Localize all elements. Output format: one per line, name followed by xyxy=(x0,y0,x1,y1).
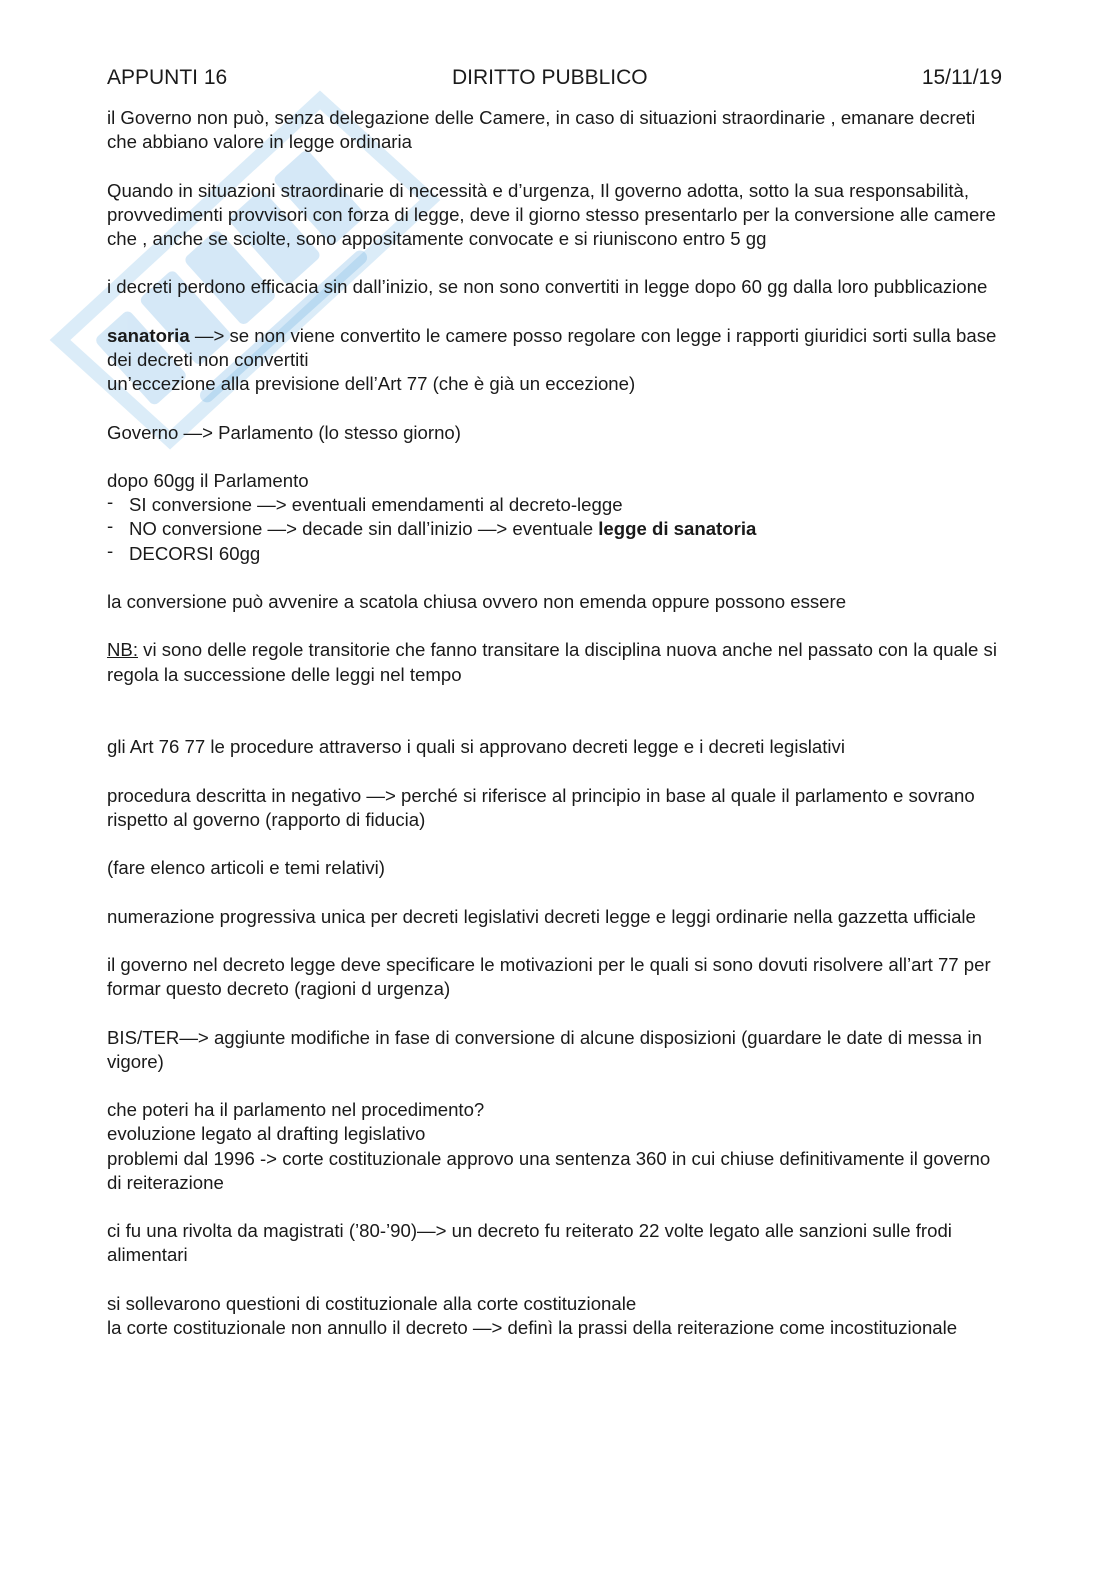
list-item-bold: legge di sanatoria xyxy=(598,518,757,540)
paragraph: si sollevarono questioni di costituzionale alla corte costituzionale xyxy=(107,1292,637,1314)
paragraph: problemi dal 1996 -> corte costituzionale approvo una sentenza 360 in cui chiuse definitivamente il governo di reiterazione xyxy=(107,1147,991,1193)
nb-label: NB: xyxy=(107,639,138,661)
paragraph: procedura descritta in negativo —> perché si riferisce al principio in base al quale il parlamento e sovrano rispetto al governo (rapporto di fiducia) xyxy=(107,784,975,830)
paragraph: il Governo non può, senza delegazione delle Camere, in caso di situazioni straordinarie , emanare decreti che abbiano valore in legge ordinaria xyxy=(107,107,976,153)
sanatoria-paragraph xyxy=(107,324,1007,372)
notes-body xyxy=(107,106,1007,1364)
paragraph: la corte costituzionale non annullo il decreto —> definì la prassi della reiterazione come incostituzionale xyxy=(107,1316,958,1338)
paragraph: Quando in situazioni straordinarie di necessità e d’urgenza, Il governo adotta, sotto la sua responsabilità, provvedimenti provvisori con forza di legge, deve il giorno stesso presentarlo per la conversione alle camere che , anche se sciolte, sono appositamente convocate e si riuniscono entro 5 gg xyxy=(107,179,996,249)
sanatoria-definition: —> se non viene convertito le camere posso regolare con legge i rapporti giuridici sorti sulla base dei decreti non convertiti xyxy=(107,324,997,370)
paragraph: il governo nel decreto legge deve specificare le motivazioni per le quali si sono dovuti risolvere all’art 77 per formar questo decreto (ragioni d urgenza) xyxy=(107,953,991,1000)
paragraph: numerazione progressiva unica per decreti legislativi decreti legge e leggi ordinarie nella gazzetta ufficiale xyxy=(107,905,976,927)
list-item: - SI conversione —> eventuali emendamenti al decreto-legge xyxy=(107,493,1007,517)
paragraph: gli Art 76 77 le procedure attraverso i quali si approvano decreti legge e i decreti legislativi xyxy=(107,736,845,758)
paragraph: i decreti perdono efficacia sin dall’inizio, se non sono convertiti in legge dopo 60 gg dalla loro pubblicazione xyxy=(107,276,988,298)
paragraph: la conversione può avvenire a scatola chiusa ovvero non emenda oppure possono essere xyxy=(107,590,847,612)
nb-text: vi sono delle regole transitorie che fanno transitare la disciplina nuova anche nel passato con la quale si regola la successione delle leggi nel tempo xyxy=(107,639,997,685)
page-header xyxy=(107,66,1002,92)
paragraph: evoluzione legato al drafting legislativo xyxy=(107,1123,426,1145)
spacer xyxy=(107,711,1007,735)
outcome-list xyxy=(107,493,1007,566)
paragraph: un’eccezione alla previsione dell’Art 77 (che è già un eccezione) xyxy=(107,373,636,395)
paragraph: (fare elenco articoli e temi relativi) xyxy=(107,857,385,879)
paragraph: BIS/TER—> aggiunte modifiche in fase di conversione di alcune disposizioni (guardare le date di messa in vigore) xyxy=(107,1026,982,1072)
header-title: DIRITTO PUBBLICO xyxy=(452,66,648,89)
list-item-text: NO conversione —> decade sin dall’inizio —> eventuale xyxy=(129,518,599,540)
paragraph: che poteri ha il parlamento nel procedimento? xyxy=(107,1099,485,1121)
header-date: 15/11/19 xyxy=(921,66,1002,89)
paragraph: ci fu una rivolta da magistrati (’80-’90)—> un decreto fu reiterato 22 volte legato alle sanzioni sulle frodi alimentari xyxy=(107,1220,952,1266)
sanatoria-term: sanatoria xyxy=(107,324,190,346)
header-left: APPUNTI 16 xyxy=(107,66,228,89)
paragraph: Governo —> Parlamento (lo stesso giorno) xyxy=(107,421,461,443)
list-item: - DECORSI 60gg xyxy=(107,542,1007,566)
nb-paragraph xyxy=(107,638,1007,686)
list-item xyxy=(107,517,1007,541)
paragraph: dopo 60gg il Parlamento xyxy=(107,469,309,491)
